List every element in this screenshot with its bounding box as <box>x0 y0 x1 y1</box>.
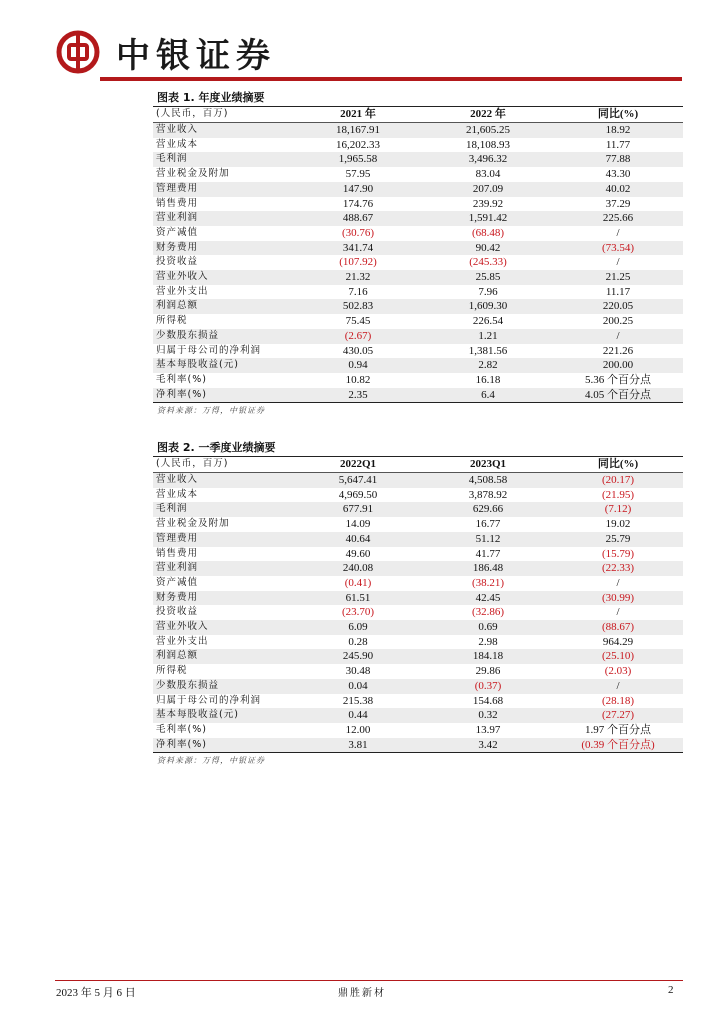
table-cell: 1,381.56 <box>468 344 508 357</box>
table-row <box>153 270 683 285</box>
column-header: 同比(%) <box>553 457 683 473</box>
footer-date: 2023 年 5 月 6 日 <box>56 987 136 999</box>
row-label: 归属于母公司的净利润 <box>156 344 262 356</box>
row-label: 所得税 <box>156 665 188 677</box>
table-cell: 61.51 <box>293 591 423 606</box>
table-cell: 1,965.58 <box>293 152 423 167</box>
table-cell: 220.05 <box>553 299 683 314</box>
row-label: 所得税 <box>156 315 188 327</box>
table-row <box>153 314 683 329</box>
table-row <box>153 576 683 591</box>
table-row <box>153 373 683 388</box>
table-cell: 21.32 <box>293 270 423 285</box>
table-cell: (0.39 个百分点) <box>553 738 683 753</box>
table-cell: 964.29 <box>602 635 634 648</box>
table-cell: 186.48 <box>423 561 553 576</box>
table-row <box>153 664 683 679</box>
table-cell: 2.35 <box>293 388 423 403</box>
table-cell: 3.81 <box>293 738 423 753</box>
table-cell: (2.67) <box>293 329 423 344</box>
row-label: 净利率(%) <box>153 738 293 753</box>
column-header: 2023Q1 <box>423 457 553 473</box>
table-cell: 154.68 <box>472 694 504 707</box>
table-cell: 6.4 <box>423 388 553 403</box>
row-label: 销售费用 <box>156 547 199 559</box>
table-cell: 1.21 <box>423 329 553 344</box>
table-row <box>153 388 683 403</box>
table-cell: 21,605.25 <box>423 123 553 138</box>
table-cell: 677.91 <box>293 502 423 517</box>
table-cell: (38.21) <box>471 576 505 589</box>
table-row <box>153 488 683 503</box>
table-cell: 2.82 <box>423 358 553 373</box>
table-cell: 2.98 <box>478 635 498 648</box>
table-cell: 7.96 <box>478 285 498 298</box>
table-row <box>153 708 683 723</box>
table-row <box>153 517 683 532</box>
row-label: 毛利率(%) <box>156 723 207 735</box>
table-cell: 18.92 <box>553 123 683 138</box>
row-label: 利润总额 <box>153 299 293 314</box>
column-header: 2021 年 <box>293 107 423 123</box>
table-row <box>153 473 683 488</box>
table-row <box>153 635 683 650</box>
table-cell: 30.48 <box>345 665 371 678</box>
table-cell: (7.12) <box>553 502 683 517</box>
table-cell: (30.76) <box>341 226 375 239</box>
row-label: 少数股东损益 <box>153 679 293 694</box>
brand-name: 中银证券 <box>116 36 276 76</box>
table-cell: 0.28 <box>348 635 368 648</box>
table-cell: 221.26 <box>602 344 634 357</box>
row-label: 资产减值 <box>156 226 199 238</box>
table-cell: 3,496.32 <box>423 152 553 167</box>
footer-company: 鼎胜新材 <box>338 988 386 999</box>
table-cell: 1,609.30 <box>423 299 553 314</box>
table-cell: 42.45 <box>423 591 553 606</box>
table-cell: (23.70) <box>341 606 375 619</box>
row-label: 毛利润 <box>153 502 293 517</box>
bank-of-china-logo-icon <box>56 30 100 74</box>
table-cell: (0.41) <box>344 576 372 589</box>
table-cell: (2.03) <box>604 665 632 678</box>
table-cell: 0.94 <box>293 358 423 373</box>
table-cell: (107.92) <box>339 256 377 269</box>
table-cell: 3,878.92 <box>468 488 508 501</box>
table-cell: 7.16 <box>348 285 368 298</box>
annual-summary-section <box>153 90 683 416</box>
table-cell: / <box>616 576 620 589</box>
table-cell: 215.38 <box>342 694 374 707</box>
table-cell: 341.74 <box>293 241 423 256</box>
table-row <box>153 152 683 167</box>
row-label: 毛利润 <box>153 152 293 167</box>
table-cell: 147.90 <box>293 182 423 197</box>
table-cell: 10.82 <box>345 373 371 386</box>
row-label: 管理费用 <box>153 182 293 197</box>
quarterly-summary-section <box>153 440 683 766</box>
table-row <box>153 197 683 212</box>
table-cell: 629.66 <box>423 502 553 517</box>
row-label: 资产减值 <box>156 576 199 588</box>
table-cell: 37.29 <box>605 197 631 210</box>
row-label: 财务费用 <box>153 591 293 606</box>
row-label: 营业外支出 <box>156 285 209 297</box>
table-cell: 3.42 <box>423 738 553 753</box>
table-cell: 239.92 <box>472 197 504 210</box>
table-row <box>153 649 683 664</box>
table-cell: (245.33) <box>469 256 507 269</box>
table-row <box>153 344 683 359</box>
table-cell: (0.37) <box>423 679 553 694</box>
table-cell: 245.90 <box>293 649 423 664</box>
table-cell: (20.17) <box>553 473 683 488</box>
table-row <box>153 694 683 709</box>
table-row <box>153 285 683 300</box>
page-number: 2 <box>668 984 674 996</box>
table-cell: 4,969.50 <box>338 488 378 501</box>
table-row <box>153 591 683 606</box>
row-label: 营业成本 <box>156 488 199 500</box>
table-cell: 21.25 <box>553 270 683 285</box>
row-label: 毛利率(%) <box>156 373 207 385</box>
row-label: 投资收益 <box>156 256 199 268</box>
table-cell: 18,108.93 <box>466 138 510 151</box>
table-row <box>153 226 683 241</box>
row-label: 销售费用 <box>156 197 199 209</box>
footer-rule <box>55 980 683 981</box>
table-cell: (15.79) <box>601 547 635 560</box>
table-cell: 207.09 <box>423 182 553 197</box>
column-header: 同比(%) <box>553 107 683 123</box>
column-header: (人民币，百万) <box>153 107 293 123</box>
table-row <box>153 723 683 738</box>
table-header-row <box>153 457 683 473</box>
table-cell: 6.09 <box>293 620 423 635</box>
table-cell: 200.00 <box>553 358 683 373</box>
table-row <box>153 138 683 153</box>
row-label: 营业税金及附加 <box>156 168 230 180</box>
table-cell: 1.97 个百分点 <box>585 723 651 736</box>
table-cell: 40.02 <box>553 182 683 197</box>
table-row <box>153 255 683 270</box>
table-cell: / <box>616 256 620 269</box>
column-header: (人民币，百万) <box>153 457 293 473</box>
table-cell: 13.97 <box>475 723 501 736</box>
table-row <box>153 547 683 562</box>
table-cell: / <box>553 329 683 344</box>
table-cell: 0.44 <box>293 708 423 723</box>
row-label: 营业利润 <box>153 211 293 226</box>
row-label: 营业外支出 <box>156 635 209 647</box>
table-row <box>153 123 683 138</box>
table-cell: 0.32 <box>423 708 553 723</box>
table-cell: (73.54) <box>553 241 683 256</box>
row-label: 财务费用 <box>153 241 293 256</box>
table-row <box>153 738 683 753</box>
table-row <box>153 561 683 576</box>
table-cell: 11.77 <box>605 138 631 151</box>
table-cell: 77.88 <box>553 152 683 167</box>
table-cell: 18,167.91 <box>293 123 423 138</box>
table-cell: 51.12 <box>423 532 553 547</box>
table-cell: 14.09 <box>345 518 371 531</box>
header-rule <box>100 77 682 81</box>
table-cell: (88.67) <box>553 620 683 635</box>
annual-summary-table <box>153 107 683 402</box>
table-cell: 25.79 <box>553 532 683 547</box>
table-cell: 11.17 <box>605 285 631 298</box>
table-cell: / <box>553 679 683 694</box>
table-row <box>153 241 683 256</box>
table-cell: 174.76 <box>342 197 374 210</box>
table-row <box>153 299 683 314</box>
table-cell: 16,202.33 <box>336 138 380 151</box>
table-cell: / <box>616 226 620 239</box>
table-cell: 40.64 <box>293 532 423 547</box>
table-cell: / <box>616 606 620 619</box>
row-label: 营业收入 <box>153 473 293 488</box>
table-cell: 5,647.41 <box>293 473 423 488</box>
table-cell: (27.27) <box>553 708 683 723</box>
table-cell: 75.45 <box>345 315 371 328</box>
row-label: 基本每股收益(元) <box>153 358 293 373</box>
table-row <box>153 620 683 635</box>
table-cell: 29.86 <box>475 665 501 678</box>
table-cell: 240.08 <box>293 561 423 576</box>
table-row <box>153 679 683 694</box>
row-label: 营业收入 <box>153 123 293 138</box>
table-cell: 1,591.42 <box>423 211 553 226</box>
table-cell: 43.30 <box>605 168 631 181</box>
table-row <box>153 329 683 344</box>
table-cell: 4,508.58 <box>423 473 553 488</box>
table-cell: 0.04 <box>293 679 423 694</box>
table-row <box>153 182 683 197</box>
row-label: 利润总额 <box>153 649 293 664</box>
row-label: 营业外收入 <box>153 270 293 285</box>
table-cell: 430.05 <box>342 344 374 357</box>
table-cell: 4.05 个百分点 <box>553 388 683 403</box>
table-row <box>153 358 683 373</box>
table-cell: 12.00 <box>345 723 371 736</box>
table-cell: 41.77 <box>475 547 501 560</box>
row-label: 基本每股收益(元) <box>153 708 293 723</box>
column-header: 2022 年 <box>423 107 553 123</box>
row-label: 少数股东损益 <box>153 329 293 344</box>
table-cell: (30.99) <box>553 591 683 606</box>
table-cell: 226.54 <box>472 315 504 328</box>
table-row <box>153 167 683 182</box>
row-label: 营业成本 <box>156 138 199 150</box>
row-label: 投资收益 <box>156 606 199 618</box>
table-cell: (68.48) <box>471 226 505 239</box>
table-cell: 49.60 <box>345 547 371 560</box>
table-cell: 83.04 <box>475 168 501 181</box>
table-cell: (32.86) <box>471 606 505 619</box>
table-cell: 200.25 <box>602 315 634 328</box>
table-row <box>153 502 683 517</box>
table-cell: 57.95 <box>345 168 371 181</box>
table-row <box>153 532 683 547</box>
table2-end-rule <box>153 752 683 753</box>
row-label: 归属于母公司的净利润 <box>156 694 262 706</box>
table-cell: 225.66 <box>553 211 683 226</box>
table1-title: 图表 1. 年度业绩摘要 <box>153 90 683 107</box>
table1-source: 资料来源：万得，中银证券 <box>157 406 265 416</box>
row-label: 管理费用 <box>153 532 293 547</box>
row-label: 营业外收入 <box>153 620 293 635</box>
table-cell: (28.18) <box>601 694 635 707</box>
table-cell: 90.42 <box>423 241 553 256</box>
table-cell: 502.83 <box>293 299 423 314</box>
row-label: 净利率(%) <box>153 388 293 403</box>
row-label: 营业税金及附加 <box>156 518 230 530</box>
table-cell: (22.33) <box>553 561 683 576</box>
table-cell: 16.77 <box>475 518 501 531</box>
table-cell: (21.95) <box>601 488 635 501</box>
table-row <box>153 211 683 226</box>
table-cell: (25.10) <box>553 649 683 664</box>
table-header-row <box>153 107 683 123</box>
row-label: 营业利润 <box>153 561 293 576</box>
table-cell: 25.85 <box>423 270 553 285</box>
table-cell: 184.18 <box>423 649 553 664</box>
table-cell: 0.69 <box>423 620 553 635</box>
column-header: 2022Q1 <box>293 457 423 473</box>
table-cell: 16.18 <box>475 373 501 386</box>
table-cell: 488.67 <box>293 211 423 226</box>
quarterly-summary-table <box>153 457 683 752</box>
table2-title: 图表 2. 一季度业绩摘要 <box>153 440 683 457</box>
table-cell: 19.02 <box>605 518 631 531</box>
table1-end-rule <box>153 402 683 403</box>
table-row <box>153 605 683 620</box>
table-cell: 5.36 个百分点 <box>585 373 651 386</box>
table2-source: 资料来源：万得，中银证券 <box>157 756 265 766</box>
